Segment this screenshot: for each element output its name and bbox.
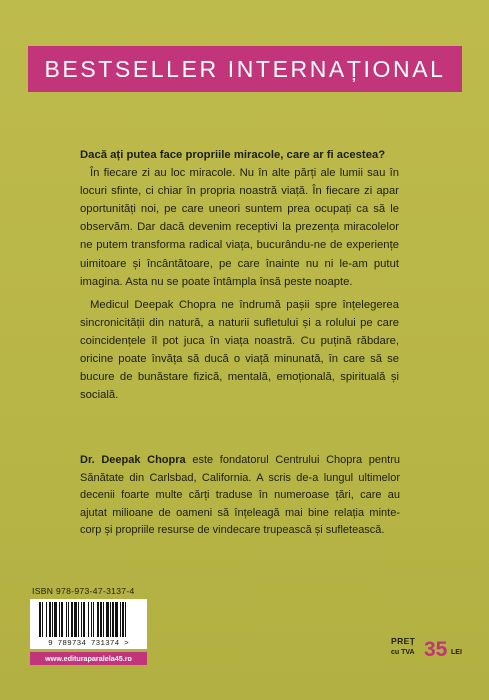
bestseller-banner (28, 46, 462, 92)
author-bio (80, 452, 400, 540)
author-bio-text: este fondatorul Centrului Chopra pentru Sănătate din Carlsbad, California. A scris de-a lungul ultimelor decenii foarte multe cărți traduse în numeroase țări, care au ajutat milioane de oameni să înțeleagă mai bine relația minte-corp și propriile resurse de vindecare trupească și sufletească. (80, 454, 401, 537)
banner-text: BESTSELLER INTERNAȚIONAL (44, 55, 446, 82)
barcode-digits: 9 789734 731374 > (48, 640, 129, 648)
price-tag (391, 634, 471, 670)
publisher-website: www.edituraparalela45.ro (30, 652, 147, 665)
price-tva: cu TVA (391, 649, 415, 656)
barcode-bars (30, 599, 147, 639)
blurb-paragraph-1: În fiecare zi au loc miracole. Nu în alte părți ale lumii sau în locuri sfinte, ci chiar în propria noastră viață. În fiecare zi apar oportunități noi, pe care uneori suntem prea ocupați ca să le observăm. Dar dacă devenim receptivi la prezența miracolelor ne putem transforma radical viața, bucurându-ne de experiențe uimitoare și încântătoare, pe care înainte nu ni le-am putut imagina. Asta nu se poate întâmpla însă peste noapte. (80, 167, 399, 288)
blurb-paragraph-2: Medicul Deepak Chopra ne îndrumă pașii spre înțelegerea sincronicității din natură, a naturii sufletului și a rolului pe care coincidențele îl pot juca în viața noastră. Cu puțină răbdare, oricine poate învăța să ducă o viață minunată, în care să se bucure de bunăstare fizică, mentală, emoțională, spirituală și socială. (80, 298, 399, 402)
price-label: PREȚ (391, 636, 416, 646)
blurb-question: Dacă ați putea face propriile miracole, care ar fi acestea? (80, 149, 386, 161)
price-value: 35 (424, 638, 448, 661)
price-unit: LEI (451, 649, 462, 656)
isbn-number: ISBN 978-973-47-3137-4 (32, 586, 135, 596)
author-name: Dr. Deepak Chopra (80, 454, 186, 466)
blurb (80, 146, 399, 404)
barcode (30, 599, 147, 649)
